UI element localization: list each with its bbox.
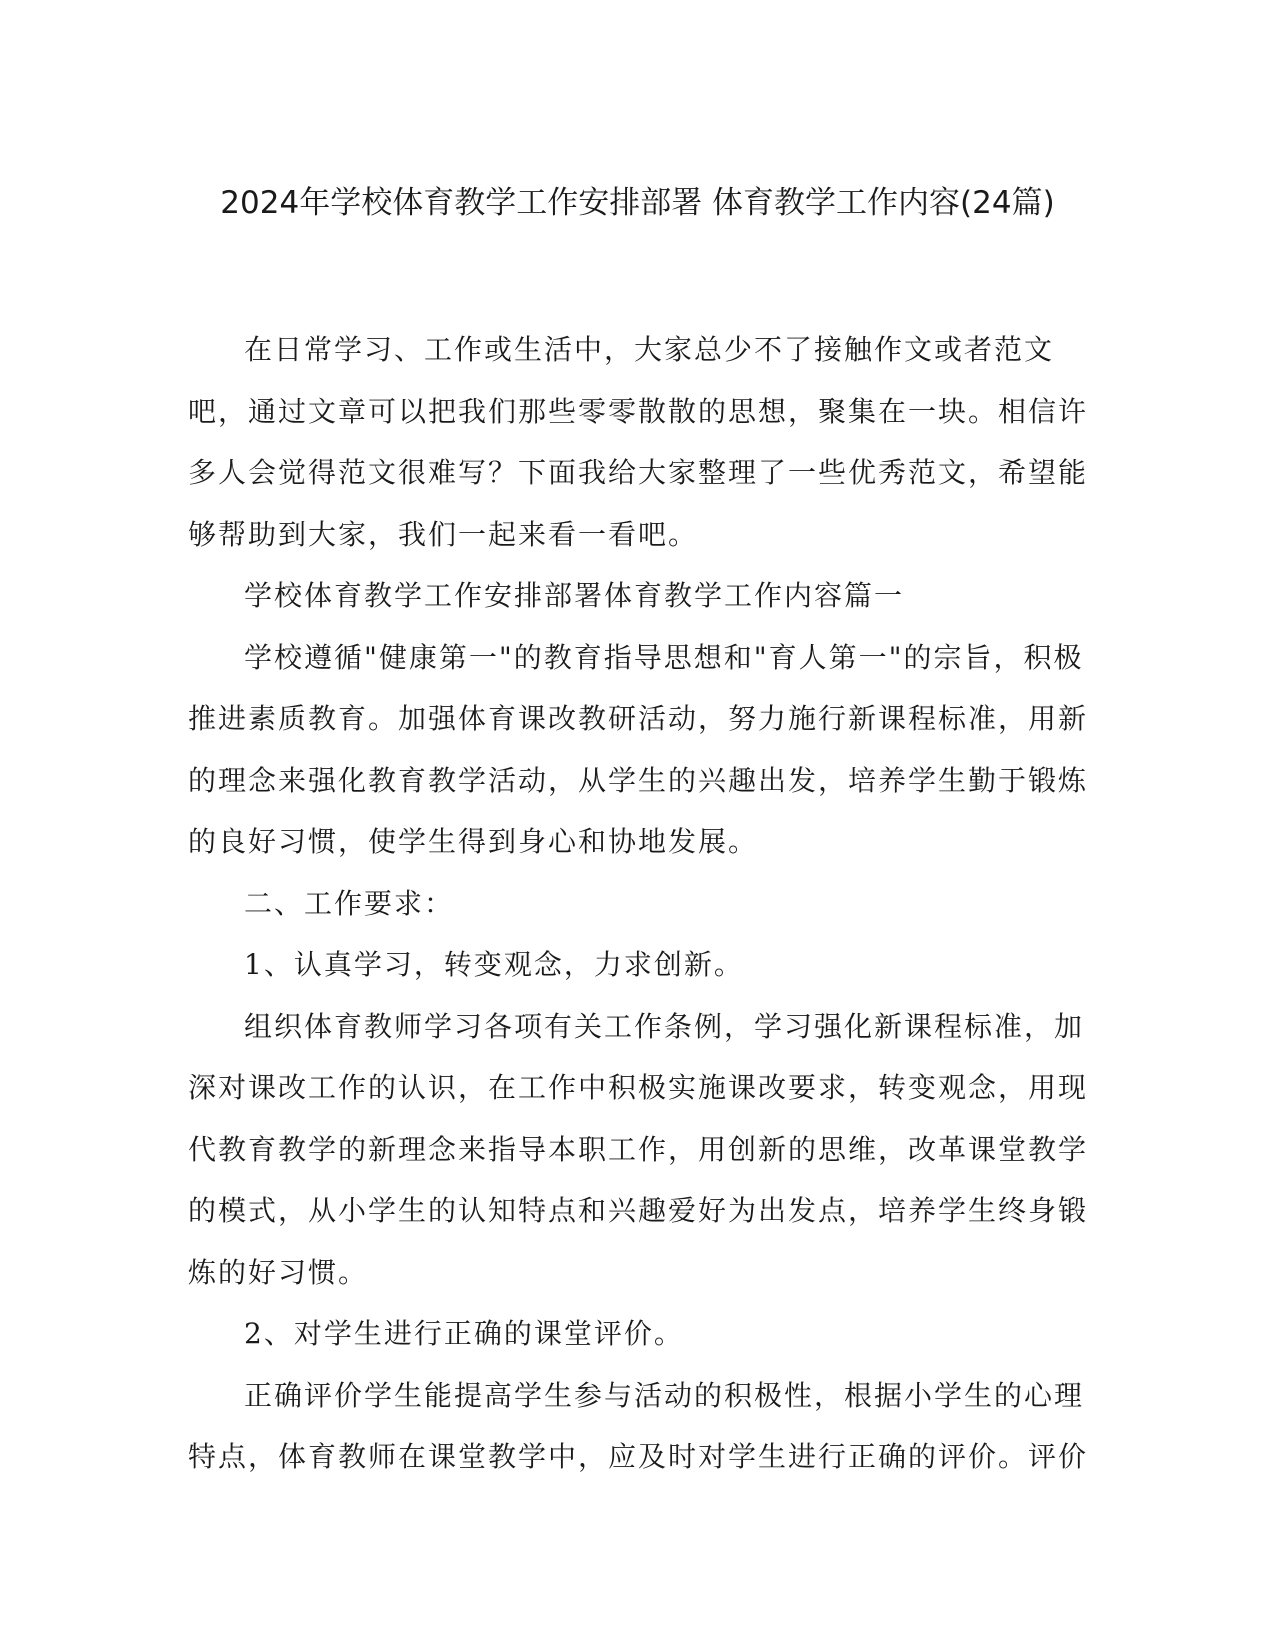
paragraph-intro: 在日常学习、工作或生活中，大家总少不了接触作文或者范文吧，通过文章可以把我们那些零零散散的思想，聚集在一块。相信许多人会觉得范文很难写？下面我给大家整理了一些优秀范文，希望能够帮助到大家，我们一起来看一看吧。: [188, 333, 1089, 551]
list-item-1: 1、认真学习，转变观念，力求创新。: [244, 948, 744, 981]
paragraph-overview: 学校遵循"健康第一"的教育指导思想和"育人第一"的宗旨，积极推进素质教育。加强体育课改教研活动，努力施行新课程标准，用新的理念来强化教育教学活动，从学生的兴趣出发，培养学生勤于锻炼的良好习惯，使学生得到身心和协地发展。: [188, 640, 1089, 858]
document-title: 2024年学校体育教学工作安排部署 体育教学工作内容(24篇): [220, 185, 1055, 221]
paragraph-item-1-detail: 组织体育教师学习各项有关工作条例，学习强化新课程标准，加深对课改工作的认识，在工作中积极实施课改要求，转变观念，用现代教育教学的新理念来指导本职工作，用创新的思维，改革课堂教学的模式，从小学生的认知特点和兴趣爱好为出发点，培养学生终身锻炼的好习惯。: [188, 1009, 1089, 1289]
section-heading-requirements: 二、工作要求：: [244, 886, 455, 920]
document-body: [188, 319, 1088, 1488]
paragraph-item-2-detail: 正确评价学生能提高学生参与活动的积极性，根据小学生的心理特点，体育教师在课堂教学中，应及时对学生进行正确的评价。评价: [188, 1378, 1089, 1473]
list-item-2: 2、对学生进行正确的课堂评价。: [244, 1317, 684, 1350]
section-heading: 学校体育教学工作安排部署体育教学工作内容篇一: [244, 579, 905, 612]
